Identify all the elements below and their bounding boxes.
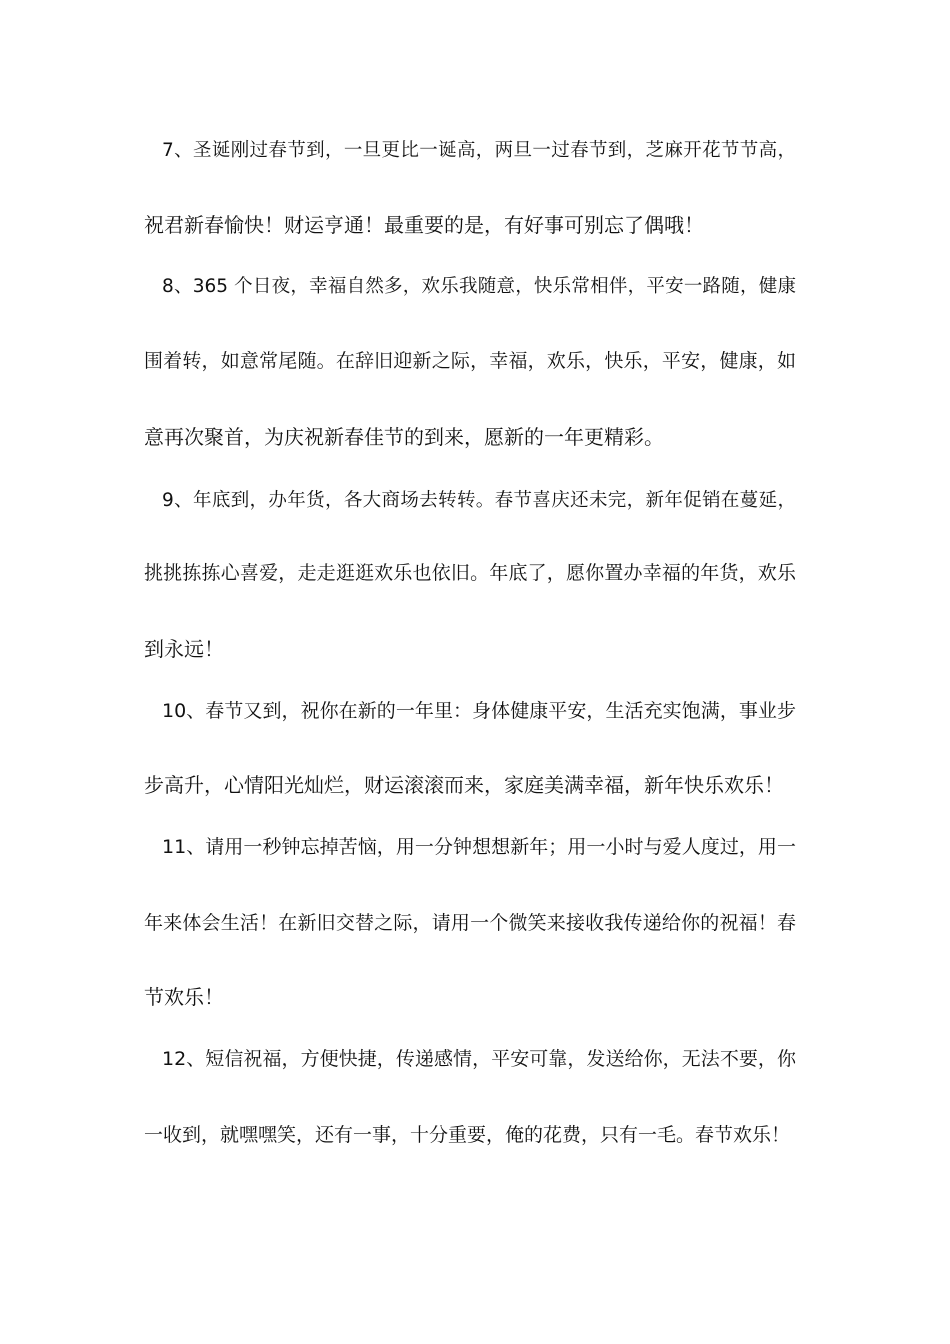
paragraph-11-line-2: 年来体会生活！在新旧交替之际，请用一个微笑来接收我传递给你的祝福！春 (144, 912, 796, 934)
paragraph-8-line-1: 8、365 个日夜，幸福自然多，欢乐我随意，快乐常相伴，平安一路随，健康 (162, 276, 796, 297)
paragraph-11-line-1: 11、请用一秒钟忘掉苦恼，用一分钟想想新年；用一小时与爱人度过，用一 (162, 836, 796, 858)
paragraph-9-line-2: 挑挑拣拣心喜爱，走走逛逛欢乐也依旧。年底了，愿你置办幸福的年货，欢乐 (144, 562, 796, 584)
paragraph-8-line-3: 意再次聚首，为庆祝新春佳节的到来，愿新的一年更精彩。 (144, 425, 664, 449)
paragraph-10-line-2: 步高升，心情阳光灿烂，财运滚滚而来，家庭美满幸福，新年快乐欢乐！ (144, 773, 784, 797)
paragraph-9-line-1: 9、年底到，办年货，各大商场去转转。春节喜庆还未完，新年促销在蔓延， (162, 490, 796, 511)
paragraph-11-line-3: 节欢乐！ (144, 985, 224, 1009)
paragraph-9-line-3: 到永远！ (144, 637, 224, 661)
paragraph-7-line-1: 7、圣诞刚过春节到，一旦更比一诞高，两旦一过春节到，芝麻开花节节高， (162, 140, 796, 161)
paragraph-7-line-2: 祝君新春愉快！财运亨通！最重要的是，有好事可别忘了偶哦！ (144, 213, 704, 237)
paragraph-12-line-2: 一收到，就嘿嘿笑，还有一事，十分重要，俺的花费，只有一毛。春节欢乐！ (144, 1124, 791, 1146)
paragraph-10-line-1: 10、春节又到，祝你在新的一年里：身体健康平安，生活充实饱满，事业步 (162, 700, 796, 722)
paragraph-8-line-2: 围着转，如意常尾随。在辞旧迎新之际，幸福，欢乐，快乐，平安，健康，如 (144, 350, 796, 372)
paragraph-12-line-1: 12、短信祝福，方便快捷，传递感情，平安可靠，发送给你，无法不要，你 (162, 1048, 796, 1070)
